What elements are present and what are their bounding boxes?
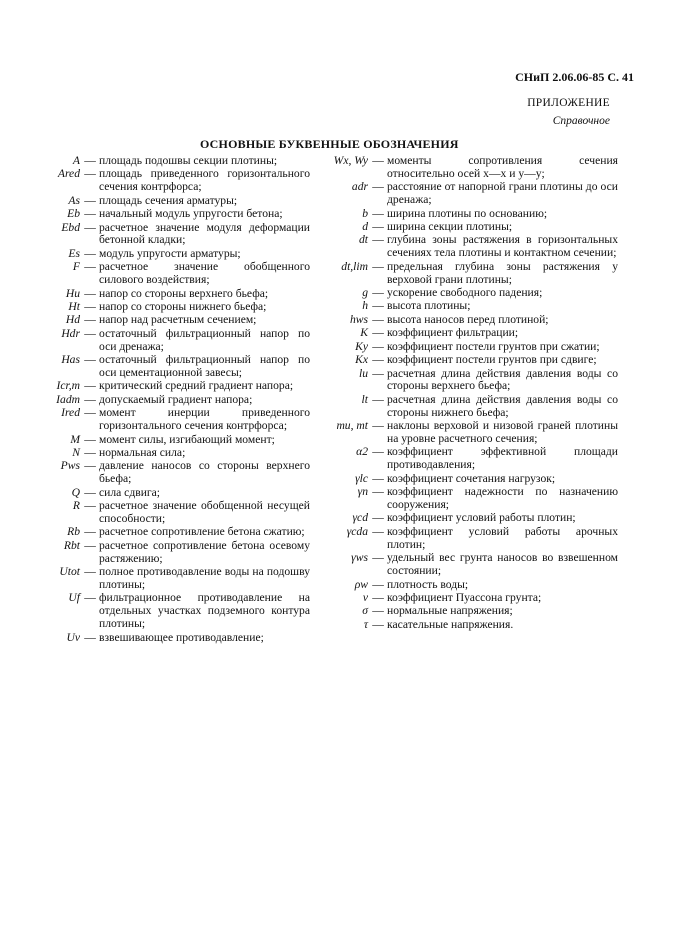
- dash-separator: —: [372, 604, 384, 618]
- symbol-notation: R: [72, 499, 80, 513]
- symbol-notation: α2: [356, 445, 368, 459]
- symbol-description: предельная глубина зоны растяжения у верховой грани плотины;: [387, 259, 618, 286]
- symbol-entry: [20, 288, 310, 301]
- symbol-notation: Has: [61, 353, 80, 367]
- dash-separator: —: [84, 167, 96, 181]
- symbol-entry: [318, 420, 618, 446]
- symbol-description: напор со стороны нижнего бьефа;: [99, 299, 267, 313]
- symbol-description: взвешивающее противодавление;: [99, 630, 264, 644]
- symbol-description: высота наносов перед плотиной;: [387, 312, 549, 326]
- dash-separator: —: [84, 538, 96, 552]
- symbol-entry: [318, 552, 618, 578]
- dash-separator: —: [372, 485, 384, 499]
- symbol-notation: d: [362, 220, 368, 234]
- dash-separator: —: [84, 406, 96, 420]
- symbol-description: расчетное значение обобщенной несущей способности;: [99, 499, 310, 525]
- symbol-description: коэффициент Пуассона грунта;: [387, 590, 542, 604]
- symbol-notation: Iadm: [56, 392, 80, 406]
- symbol-notation: γn: [357, 485, 368, 499]
- symbol-description: коэффициент сочетания нагрузок;: [387, 471, 556, 485]
- dash-separator: —: [84, 445, 96, 459]
- symbol-description: площадь приведенного горизонтального сечения контрфорса;: [99, 167, 310, 194]
- symbol-description: полное противодавление воды на подошву плотины;: [99, 565, 310, 591]
- symbol-entry: [20, 592, 310, 631]
- symbol-notation: γlc: [355, 471, 368, 485]
- symbol-notation: g: [362, 286, 368, 300]
- symbol-notation: Uf: [68, 591, 80, 605]
- symbol-notation: ρw: [354, 577, 368, 591]
- symbol-entry: [20, 380, 310, 393]
- symbol-notation: Es: [68, 246, 80, 260]
- symbol-notation: ν: [362, 590, 368, 604]
- symbol-notation: Utot: [59, 565, 80, 579]
- symbol-description: коэффициент условий работы арочных плотин;: [387, 524, 618, 551]
- symbol-entry: [318, 579, 618, 592]
- reference-label: Справочное: [552, 115, 610, 127]
- symbol-entry: [20, 540, 310, 566]
- symbol-entry: [318, 181, 618, 207]
- symbol-notation: h: [362, 299, 368, 313]
- symbol-notation: Eb: [67, 207, 80, 221]
- symbol-description: удельный вес грунта наносов во взвешенном состоянии;: [387, 551, 618, 578]
- symbol-description: расчетная длина действия давления воды со стороны нижнего бьефа;: [387, 392, 618, 419]
- symbol-notation: As: [68, 193, 80, 207]
- dash-separator: —: [372, 353, 384, 367]
- symbol-notation: σ: [362, 604, 368, 618]
- dash-separator: —: [84, 379, 96, 393]
- symbol-description: нормальные напряжения;: [387, 604, 513, 618]
- symbol-entry: [318, 394, 618, 420]
- dash-separator: —: [372, 180, 384, 194]
- dash-separator: —: [372, 551, 384, 565]
- symbol-entry: [20, 500, 310, 526]
- symbol-notation: A: [72, 154, 80, 167]
- symbol-entry: [318, 208, 618, 221]
- symbol-description: сила сдвига;: [99, 485, 161, 499]
- dash-separator: —: [372, 339, 384, 353]
- symbol-notation: Ired: [61, 406, 80, 420]
- symbol-notation: Kx: [355, 353, 368, 367]
- symbol-entry: [318, 605, 618, 618]
- dash-separator: —: [372, 312, 384, 326]
- dash-separator: —: [372, 392, 384, 406]
- symbol-description: фильтрационное противодавление на отдельных участках подземного контура плотины;: [99, 591, 310, 631]
- symbol-description: остаточный фильтрационный напор по оси цементационной завесы;: [99, 353, 310, 379]
- symbol-notation: Pws: [60, 459, 80, 473]
- symbol-notation: Q: [71, 485, 80, 499]
- symbol-notation: lu: [358, 366, 368, 380]
- symbol-notation: dt: [358, 233, 368, 247]
- symbol-notation: F: [72, 260, 80, 274]
- symbol-description: момент инерции приведенного горизонтального сечения контрфорса;: [99, 406, 310, 433]
- dash-separator: —: [84, 313, 96, 327]
- dash-separator: —: [84, 485, 96, 499]
- dash-separator: —: [372, 471, 384, 485]
- dash-separator: —: [84, 565, 96, 579]
- symbol-notation: γws: [351, 551, 368, 565]
- dash-separator: —: [372, 206, 384, 220]
- symbol-entry: [318, 512, 618, 525]
- symbol-entry: [20, 434, 310, 447]
- symbol-entry: [318, 354, 618, 367]
- dash-separator: —: [372, 366, 384, 380]
- symbol-entry: [318, 473, 618, 486]
- symbol-description: напор над расчетным сечением;: [99, 313, 257, 327]
- dash-separator: —: [84, 286, 96, 300]
- dash-separator: —: [84, 260, 96, 274]
- dash-separator: —: [84, 154, 96, 167]
- symbol-notation: Rb: [67, 525, 80, 539]
- symbol-notation: mu, mt: [336, 419, 368, 433]
- symbol-description: коэффициент надежности по назначению сооружения;: [387, 485, 618, 512]
- symbol-notation: Icr,m: [56, 379, 80, 393]
- symbol-entry: [20, 208, 310, 221]
- symbol-entry: [20, 526, 310, 539]
- dash-separator: —: [372, 233, 384, 247]
- symbol-entry: [318, 341, 618, 354]
- page-title: ОСНОВНЫЕ БУКВЕННЫЕ ОБОЗНАЧЕНИЯ: [200, 137, 459, 151]
- symbol-description: ширина секции плотины;: [387, 220, 513, 234]
- symbol-entry: [20, 354, 310, 380]
- symbol-entry: [20, 222, 310, 248]
- dash-separator: —: [84, 299, 96, 313]
- symbol-description: ширина плотины по основанию;: [387, 206, 548, 220]
- symbol-entry: [20, 447, 310, 460]
- symbol-entry: [318, 261, 618, 287]
- symbol-description: площадь подошвы секции плотины;: [99, 154, 278, 167]
- symbol-entry: [318, 446, 618, 472]
- symbol-description: расстояние от напорной грани плотины до оси дренажа;: [387, 180, 618, 207]
- dash-separator: —: [84, 220, 96, 234]
- symbol-notation: Hdr: [61, 326, 80, 340]
- symbol-notation: N: [72, 445, 80, 459]
- symbol-entry: [318, 221, 618, 234]
- symbol-entry: [318, 234, 618, 260]
- symbol-entry: [318, 526, 618, 552]
- symbol-entry: [20, 314, 310, 327]
- symbol-notation: Ared: [57, 167, 80, 181]
- symbol-notation: γcda: [346, 524, 368, 538]
- symbol-description: остаточный фильтрационный напор по оси дренажа;: [99, 326, 310, 353]
- dash-separator: —: [372, 524, 384, 538]
- dash-separator: —: [372, 511, 384, 525]
- symbol-description: модуль упругости арматуры;: [99, 246, 241, 260]
- symbol-description: нормальная сила;: [99, 445, 186, 459]
- appendix-label: ПРИЛОЖЕНИЕ: [527, 97, 610, 109]
- dash-separator: —: [372, 259, 384, 273]
- symbol-entry: [20, 301, 310, 314]
- symbol-notation: Wx, Wy: [333, 154, 368, 167]
- symbol-entry: [20, 261, 310, 287]
- dash-separator: —: [372, 445, 384, 459]
- symbol-entry: [318, 287, 618, 300]
- dash-separator: —: [84, 525, 96, 539]
- dash-separator: —: [372, 617, 384, 631]
- dash-separator: —: [84, 193, 96, 207]
- symbol-notation: lt: [361, 392, 368, 406]
- dash-separator: —: [372, 590, 384, 604]
- symbol-description: коэффициент эффективной площади противодавления;: [387, 445, 618, 472]
- symbol-description: коэффициент постели грунтов при сжатии;: [387, 339, 600, 353]
- symbol-notation: Hd: [65, 313, 80, 327]
- symbol-description: коэффициент фильтрации;: [387, 326, 519, 340]
- symbol-entry: [20, 407, 310, 433]
- left-symbol-list: [20, 155, 310, 645]
- symbol-notation: τ: [363, 617, 368, 631]
- dash-separator: —: [372, 220, 384, 234]
- symbol-entry: [318, 368, 618, 394]
- symbol-entry: [20, 195, 310, 208]
- dash-separator: —: [84, 499, 96, 513]
- symbol-notation: dt,lim: [341, 259, 368, 273]
- symbol-notation: Rbt: [63, 538, 80, 552]
- symbol-description: расчетная длина действия давления воды со стороны верхнего бьефа;: [387, 366, 618, 393]
- symbol-description: начальный модуль упругости бетона;: [99, 207, 283, 221]
- symbol-notation: γcd: [352, 511, 368, 525]
- symbol-notation: Ebd: [61, 220, 80, 234]
- right-symbol-list: [318, 155, 618, 632]
- symbol-description: высота плотины;: [387, 299, 471, 313]
- symbol-entry: [318, 619, 618, 632]
- symbol-description: расчетное сопротивление бетона осевому растяжению;: [99, 538, 310, 565]
- symbol-entry: [20, 632, 310, 645]
- dash-separator: —: [372, 154, 384, 167]
- symbol-notation: b: [362, 206, 368, 220]
- symbol-entry: [318, 155, 618, 181]
- symbol-entry: [20, 168, 310, 194]
- symbol-description: площадь сечения арматуры;: [99, 193, 238, 207]
- dash-separator: —: [372, 326, 384, 340]
- symbol-description: момент силы, изгибающий момент;: [99, 432, 275, 446]
- dash-separator: —: [84, 591, 96, 605]
- symbol-description: касательные напряжения.: [387, 617, 514, 631]
- symbol-description: плотность воды;: [387, 577, 469, 591]
- symbol-notation: K: [360, 326, 368, 340]
- symbol-description: расчетное сопротивление бетона сжатию;: [99, 525, 305, 539]
- dash-separator: —: [84, 630, 96, 644]
- dash-separator: —: [84, 392, 96, 406]
- symbol-description: коэффициент постели грунтов при сдвиге;: [387, 353, 597, 367]
- dash-separator: —: [84, 207, 96, 221]
- symbol-notation: M: [70, 432, 80, 446]
- symbol-description: напор со стороны верхнего бьефа;: [99, 286, 269, 300]
- dash-separator: —: [84, 432, 96, 446]
- symbol-notation: Ky: [355, 339, 368, 353]
- symbol-entry: [20, 566, 310, 592]
- dash-separator: —: [372, 577, 384, 591]
- dash-separator: —: [84, 326, 96, 340]
- symbol-description: моменты сопротивления сечения относительно осей x—x и y—y;: [387, 154, 618, 180]
- symbol-notation: hws: [349, 312, 368, 326]
- symbol-description: коэффициент условий работы плотин;: [387, 511, 576, 525]
- symbol-entry: [20, 155, 310, 168]
- symbol-entry: [20, 328, 310, 354]
- symbol-description: глубина зоны растяжения в горизонтальных сечениях тела плотины и контактном сечении;: [387, 233, 618, 260]
- symbol-entry: [20, 394, 310, 407]
- symbol-entry: [318, 592, 618, 605]
- symbol-entry: [20, 248, 310, 261]
- dash-separator: —: [372, 286, 384, 300]
- symbol-description: расчетное значение модуля деформации бетонной кладки;: [99, 220, 310, 247]
- symbol-description: наклоны верховой и низовой граней плотины на уровне расчетного сечения;: [387, 419, 618, 446]
- dash-separator: —: [372, 299, 384, 313]
- symbol-notation: Hu: [65, 286, 80, 300]
- symbol-entry: [20, 460, 310, 486]
- symbol-notation: Ht: [68, 299, 80, 313]
- dash-separator: —: [84, 246, 96, 260]
- dash-separator: —: [84, 353, 96, 367]
- symbol-description: критический средний градиент напора;: [99, 379, 294, 393]
- symbol-entry: [20, 487, 310, 500]
- symbol-entry: [318, 327, 618, 340]
- dash-separator: —: [372, 419, 384, 433]
- document-code: СНиП 2.06.06-85 С. 41: [515, 70, 634, 84]
- symbol-description: расчетное значение обобщенного силового воздействия;: [99, 260, 310, 287]
- symbol-entry: [318, 300, 618, 313]
- symbol-description: ускорение свободного падения;: [387, 286, 543, 300]
- symbol-description: давление наносов со стороны верхнего бьефа;: [99, 459, 310, 486]
- symbol-entry: [318, 314, 618, 327]
- symbol-entry: [318, 486, 618, 512]
- symbol-notation: Uv: [66, 630, 80, 644]
- dash-separator: —: [84, 459, 96, 473]
- symbol-description: допускаемый градиент напора;: [99, 392, 253, 406]
- symbol-notation: adr: [351, 180, 368, 194]
